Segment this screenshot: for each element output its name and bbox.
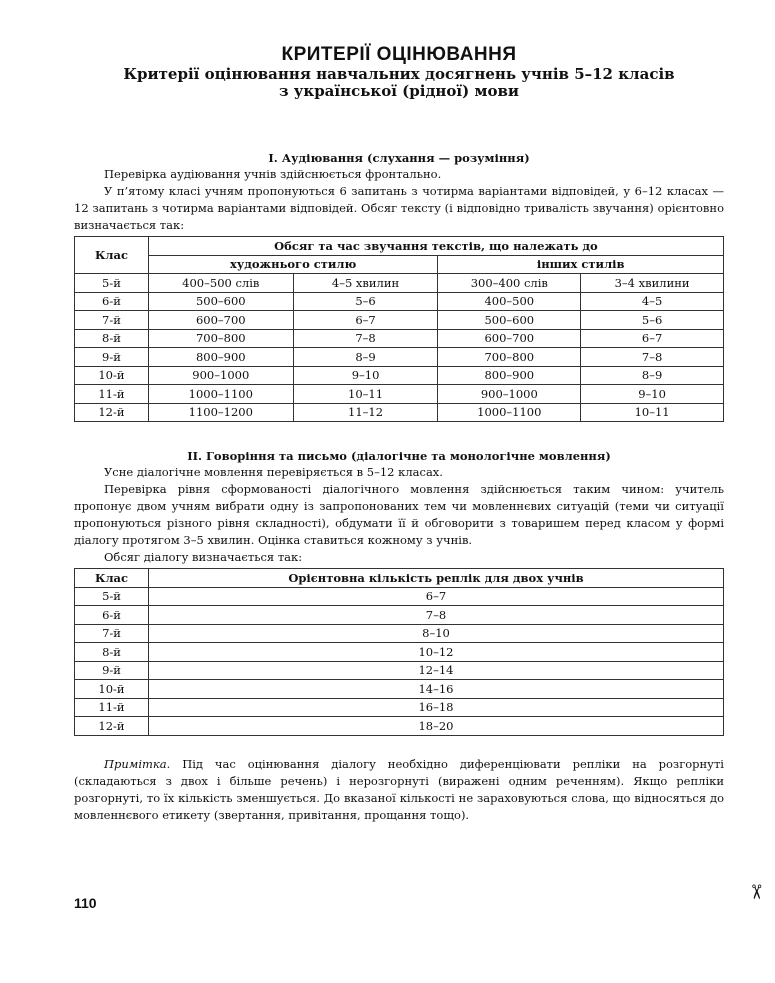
- table-row: [75, 403, 724, 422]
- value-cell: 8–9: [581, 366, 724, 385]
- section1-heading: І. Аудіювання (слухання — розуміння): [268, 151, 530, 165]
- table-row: [75, 292, 724, 311]
- class-cell: 10-й: [75, 680, 149, 699]
- class-cell: 9-й: [75, 661, 149, 680]
- value-cell: 9–10: [293, 366, 438, 385]
- table-row: [75, 661, 724, 680]
- dialogue-table: [74, 568, 724, 736]
- table-row: [75, 587, 724, 606]
- table-row: [75, 329, 724, 348]
- table-row: [75, 698, 724, 717]
- class-cell: 6-й: [75, 292, 149, 311]
- section2-paragraph1: Усне діалогічне мовлення перевіряється в 5–12 класах.: [104, 465, 443, 479]
- class-cell: 9-й: [75, 348, 149, 367]
- value-cell: 11–12: [293, 403, 438, 422]
- value-cell: 10–11: [581, 403, 724, 422]
- page-subtitle-line2: з української (рідної) мови: [278, 82, 520, 100]
- table-row: [75, 624, 724, 643]
- value-cell: 9–10: [581, 385, 724, 404]
- listening-sub-art: художнього стилю: [148, 255, 438, 274]
- table-row: [75, 311, 724, 330]
- value-cell: 900–1000: [148, 366, 293, 385]
- value-cell: 7–8: [293, 329, 438, 348]
- value-cell: 400–500: [438, 292, 581, 311]
- document-page: [74, 0, 724, 824]
- class-cell: 12-й: [75, 403, 149, 422]
- table-row: [75, 643, 724, 662]
- table-row: [75, 274, 724, 293]
- value-cell: 700–800: [148, 329, 293, 348]
- table-row: [75, 680, 724, 699]
- value-cell: 1000–1100: [148, 385, 293, 404]
- value-cell: 1000–1100: [438, 403, 581, 422]
- value-cell: 10–12: [149, 643, 724, 662]
- listening-table-body: [75, 274, 724, 422]
- section1-paragraph2: У п’ятому класі учням пропонуються 6 запитань з чотирма варіантами відповідей, у 6–12 класах — 12 запитань з чотирма варіантами відповідей. Обсяг тексту (і відповідно тривалість звучання) орієнтовно визначається так:: [74, 184, 724, 232]
- dialogue-col-class: Клас: [75, 569, 149, 588]
- note-paragraph: [74, 756, 724, 824]
- class-cell: 8-й: [75, 643, 149, 662]
- section1-paragraph1: Перевірка аудіювання учнів здійснюється фронтально.: [104, 167, 442, 181]
- value-cell: 4–5 хвилин: [293, 274, 438, 293]
- value-cell: 6–7: [293, 311, 438, 330]
- class-cell: 7-й: [75, 624, 149, 643]
- value-cell: 300–400 слів: [438, 274, 581, 293]
- listening-table: [74, 236, 724, 422]
- page-number: 110: [74, 895, 97, 911]
- value-cell: 14–16: [149, 680, 724, 699]
- dialogue-table-body: [75, 587, 724, 735]
- value-cell: 18–20: [149, 717, 724, 736]
- note-label: Примітка.: [104, 756, 171, 771]
- value-cell: 900–1000: [438, 385, 581, 404]
- dialogue-col-count: Орієнтовна кількість реплік для двох учнів: [149, 569, 724, 588]
- value-cell: 7–8: [149, 606, 724, 625]
- class-cell: 11-й: [75, 698, 149, 717]
- value-cell: 8–9: [293, 348, 438, 367]
- value-cell: 800–900: [438, 366, 581, 385]
- value-cell: 5–6: [293, 292, 438, 311]
- value-cell: 6–7: [581, 329, 724, 348]
- table-row: [75, 366, 724, 385]
- scissors-icon: ✂: [744, 883, 769, 901]
- value-cell: 4–5: [581, 292, 724, 311]
- section2-heading: ІІ. Говоріння та письмо (діалогічне та монологічне мовлення): [187, 449, 611, 463]
- class-cell: 11-й: [75, 385, 149, 404]
- value-cell: 16–18: [149, 698, 724, 717]
- table-row: [75, 385, 724, 404]
- page-subtitle-line1: Критерії оцінювання навчальних досягнень учнів 5–12 класів: [123, 65, 675, 83]
- value-cell: 1100–1200: [148, 403, 293, 422]
- note-text: Під час оцінювання діалогу необхідно диференціювати репліки на розгорнуті (складаються з двох і більше речень) і нерозгорнуті (виражені одним реченням). Якщо репліки розгорнуті, то їх кількість зменшується. До вказаної кількості не зараховуються слова, що відносяться до мовленнєвого етикету (звертання, привітання, прощання тощо).: [74, 756, 724, 822]
- page-title: КРИТЕРІЇ ОЦІНЮВАННЯ: [281, 44, 517, 65]
- value-cell: 8–10: [149, 624, 724, 643]
- value-cell: 600–700: [148, 311, 293, 330]
- class-cell: 12-й: [75, 717, 149, 736]
- section2-paragraph3: Обсяг діалогу визначається так:: [104, 550, 303, 564]
- class-cell: 10-й: [75, 366, 149, 385]
- value-cell: 3–4 хвилини: [581, 274, 724, 293]
- value-cell: 7–8: [581, 348, 724, 367]
- value-cell: 800–900: [148, 348, 293, 367]
- value-cell: 600–700: [438, 329, 581, 348]
- value-cell: 400–500 слів: [148, 274, 293, 293]
- class-cell: 5-й: [75, 274, 149, 293]
- section2-paragraph2: Перевірка рівня сформованості діалогічного мовлення здійснюється таким чином: учитель пропонує двом учням вибрати одну із запропонованих тем чи мовленнєвих ситуацій (теми чи ситуації пропонуються різного рівня складності), обдумати її й обговорити з товаришем перед класом у формі діалогу протягом 3–5 хвилин. Оцінка ставиться кожному з учнів.: [74, 482, 724, 547]
- class-cell: 5-й: [75, 587, 149, 606]
- value-cell: 5–6: [581, 311, 724, 330]
- listening-col-class: Клас: [75, 237, 149, 274]
- table-row: [75, 717, 724, 736]
- table-row: [75, 606, 724, 625]
- value-cell: 10–11: [293, 385, 438, 404]
- class-cell: 8-й: [75, 329, 149, 348]
- listening-sub-other: інших стилів: [438, 255, 724, 274]
- table-row: [75, 348, 724, 367]
- class-cell: 7-й: [75, 311, 149, 330]
- listening-col-group: Обсяг та час звучання текстів, що належать до: [148, 237, 723, 256]
- value-cell: 6–7: [149, 587, 724, 606]
- value-cell: 12–14: [149, 661, 724, 680]
- class-cell: 6-й: [75, 606, 149, 625]
- value-cell: 500–600: [438, 311, 581, 330]
- value-cell: 700–800: [438, 348, 581, 367]
- value-cell: 500–600: [148, 292, 293, 311]
